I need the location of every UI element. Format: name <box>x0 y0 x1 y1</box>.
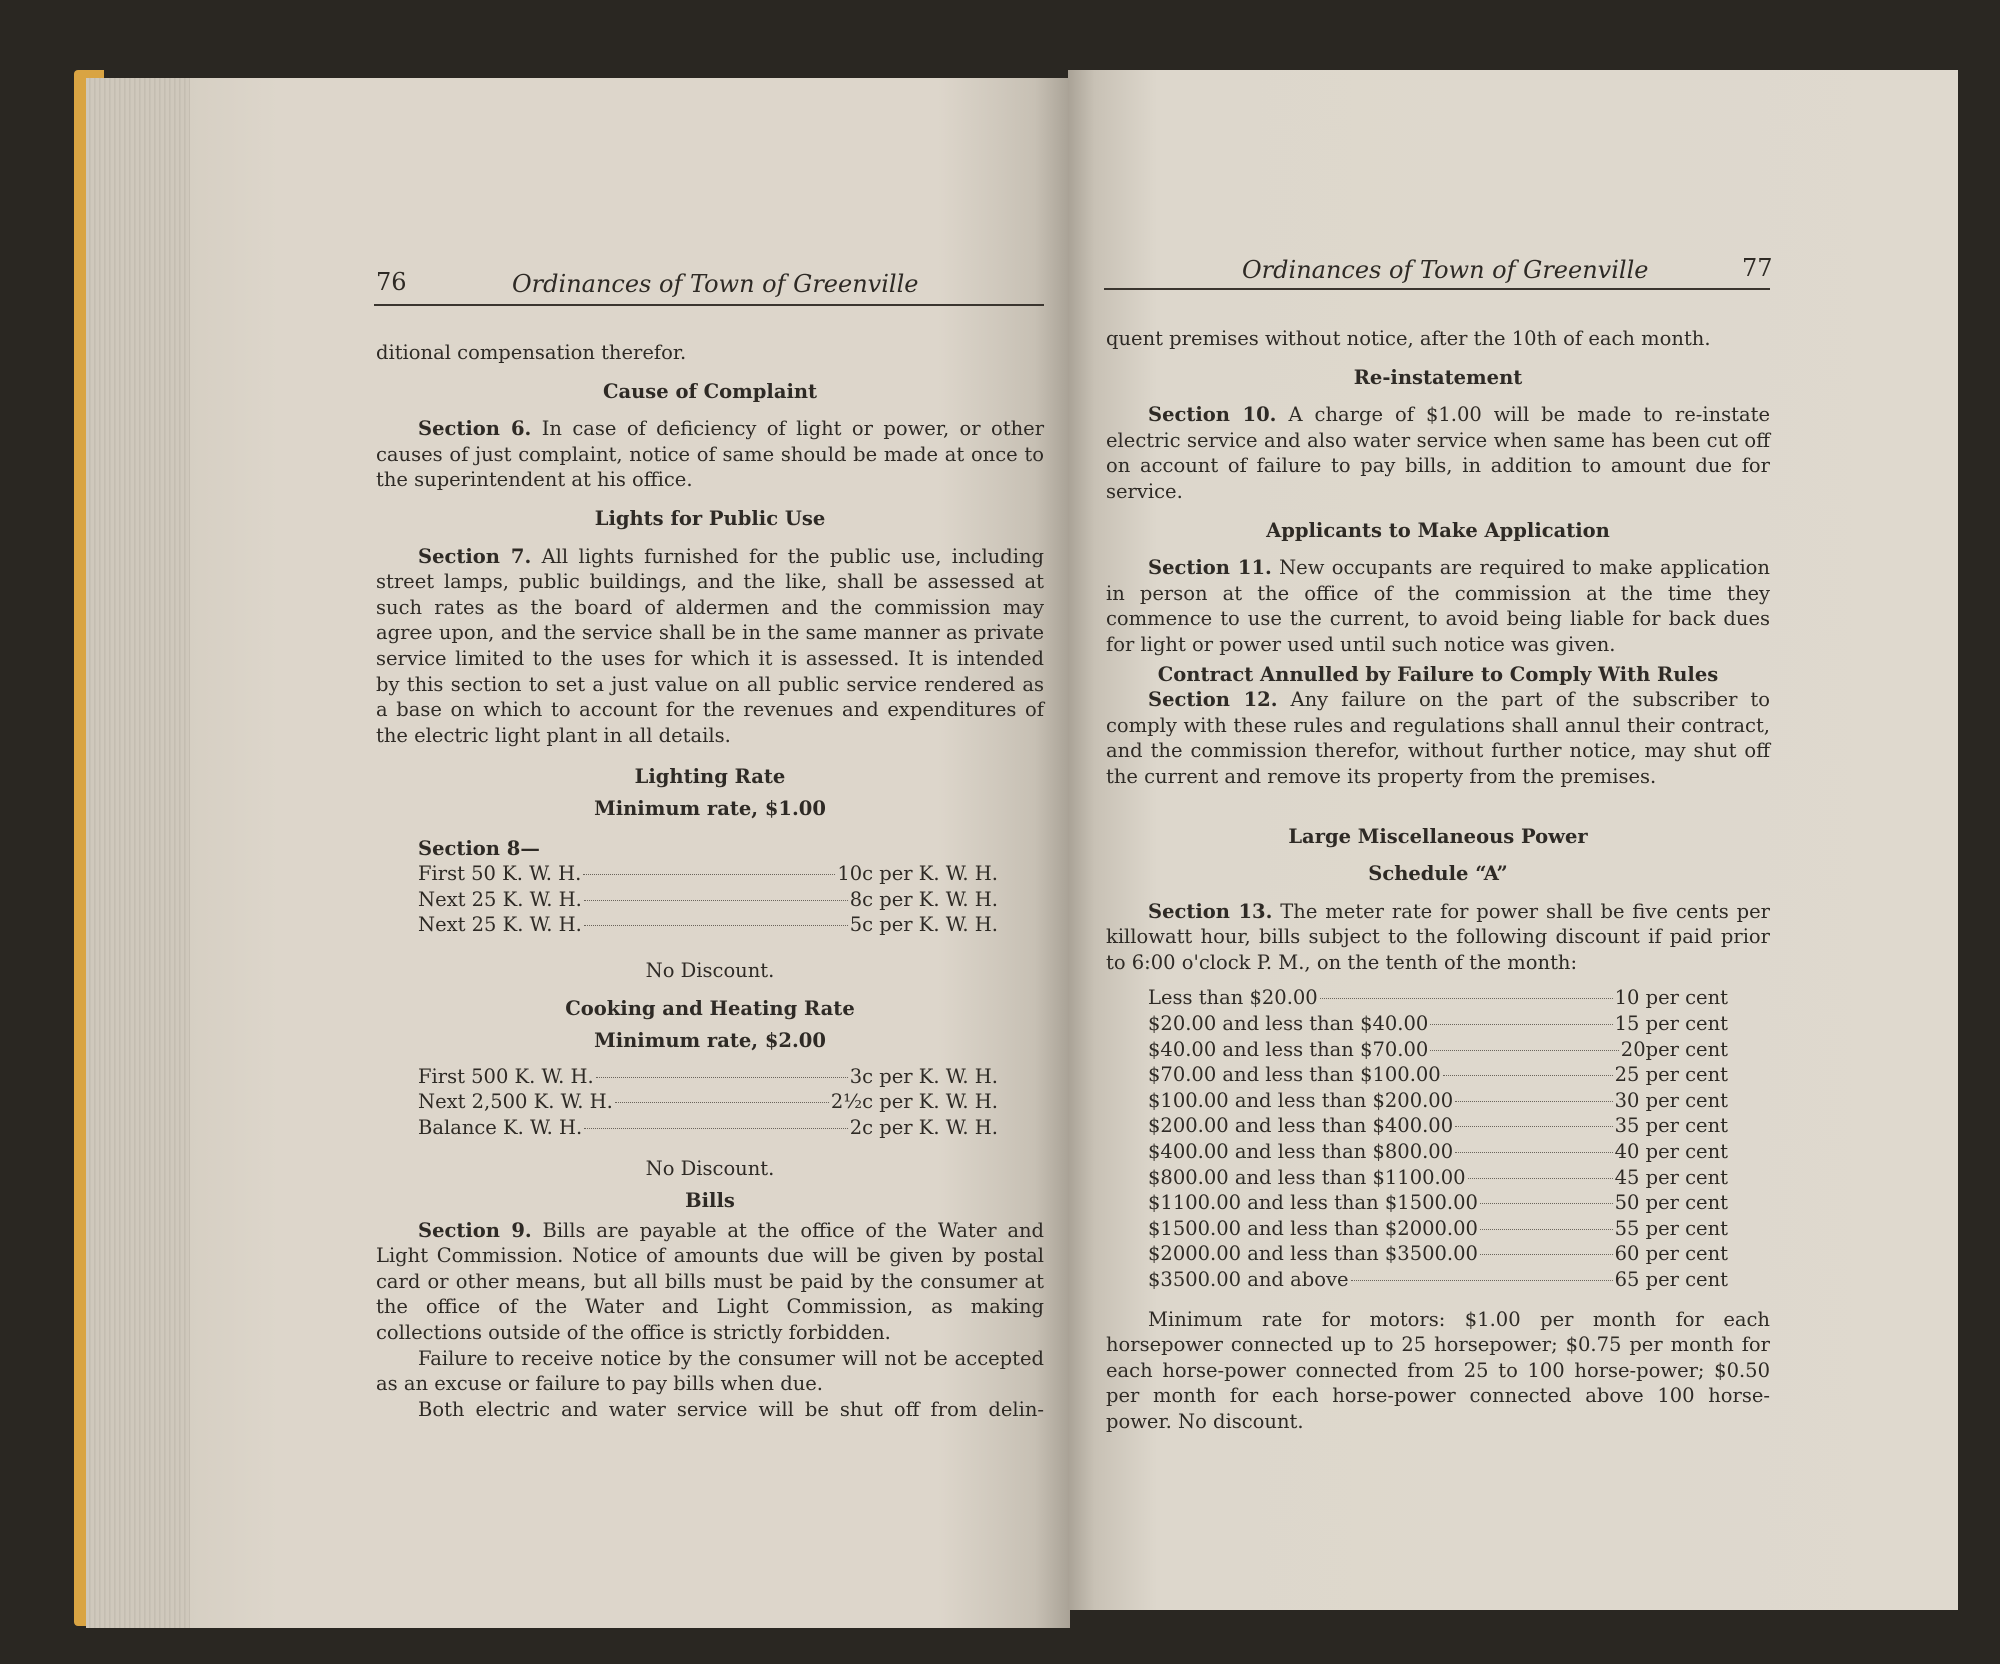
no-discount-note: No Discount. <box>645 958 775 982</box>
discount-row: $800.00 and less than $1100.00 45 per cent <box>1148 1165 1728 1189</box>
section-heading: Re-instatement <box>1353 365 1523 389</box>
section-label: Section 11. <box>1148 556 1272 580</box>
discount-table <box>1106 985 1770 1292</box>
header-rule-right <box>1104 288 1770 290</box>
section-label: Section 9. <box>418 1218 532 1242</box>
section-label: Section 10. <box>1148 403 1277 427</box>
right-page-text <box>1106 326 1770 1435</box>
section-10: Section 10. A charge of $1.00 will be made to re-instate electric service and also water service when same has been cut off on account of failure to pay bills, in addition to amount due for service. <box>1106 403 1770 503</box>
discount-row: $200.00 and less than $400.00 35 per cent <box>1148 1114 1728 1138</box>
left-page-text <box>376 340 1044 1422</box>
section-heading: Cause of Complaint <box>602 379 818 403</box>
discount-row: $1500.00 and less than $2000.00 55 per cent <box>1148 1216 1728 1240</box>
discount-row: $1100.00 and less than $1500.00 50 per cent <box>1148 1191 1728 1215</box>
minimum-rate: Minimum rate, $2.00 <box>594 1029 826 1053</box>
section-label: Section 8— <box>418 836 540 860</box>
page-number-left: 76 <box>376 268 407 296</box>
section-9: Section 9. Bills are payable at the office of the Water and Light Commission. Notice of amounts due will be given by postal card or other means, but all bills must be paid by the consumer at the office of the Water and Light Commission, as making collections outside of the office is strictly forbidden. <box>376 1218 1045 1344</box>
cooking-rate-table <box>376 1064 1044 1141</box>
no-discount-note: No Discount. <box>645 1157 775 1181</box>
minimum-rate: Minimum rate, $1.00 <box>594 796 826 820</box>
section-13: Section 13. The meter rate for power shall be five cents per killowatt hour, bills subject to the following discount if paid prior to 6:00 o'clock P. M., on the tenth of the month: <box>1106 899 1770 974</box>
rate-row: Balance K. W. H. 2c per K. W. H. <box>418 1115 998 1139</box>
section-heading: Schedule “A” <box>1368 862 1508 886</box>
rate-row: First 50 K. W. H. 10c per K. W. H. <box>418 862 998 886</box>
discount-row: $2000.00 and less than $3500.00 60 per cent <box>1148 1242 1728 1266</box>
opening-text: quent premises without notice, after the 10th of each month. <box>1106 327 1711 350</box>
rate-row: Next 2,500 K. W. H. 2½c per K. W. H. <box>418 1090 998 1114</box>
section-heading: Applicants to Make Application <box>1266 518 1610 542</box>
motors-paragraph: Minimum rate for motors: $1.00 per month for each horsepower connected up to 25 horsepower; $0.75 per month for each horse-power connected from 25 to 100 horse-power; $0.50 per month for each horse-power connected above 100 horse-power. No discount. <box>1106 1307 1770 1433</box>
discount-row: $100.00 and less than $200.00 30 per cent <box>1148 1088 1728 1112</box>
section-heading: Cooking and Heating Rate <box>565 997 855 1021</box>
page-number-right: 77 <box>1742 254 1773 282</box>
section-heading: Large Miscellaneous Power <box>1288 824 1588 848</box>
section-label: Section 13. <box>1148 899 1273 923</box>
discount-row: $400.00 and less than $800.00 40 per cent <box>1148 1140 1728 1164</box>
rate-row: Next 25 K. W. H. 8c per K. W. H. <box>418 887 998 911</box>
rate-row: Next 25 K. W. H. 5c per K. W. H. <box>418 913 998 937</box>
discount-row: Less than $20.00 10 per cent <box>1148 986 1728 1010</box>
rate-row: First 500 K. W. H. 3c per K. W. H. <box>418 1064 998 1088</box>
section-12: Section 12. Any failure on the part of the subscriber to comply with these rules and regulations shall annul their contract, and the commission therefor, without further notice, may shut off the current and remove its property from the premises. <box>1106 688 1770 788</box>
section-label: Section 6. <box>418 417 532 441</box>
discount-row: $3500.00 and above 65 per cent <box>1148 1268 1728 1291</box>
header-rule-left <box>374 304 1044 306</box>
section-label: Section 12. <box>1148 688 1278 712</box>
opening-text: ditional compensation therefor. <box>376 341 687 364</box>
paragraph: Failure to receive notice by the consumer will not be accepted as an excuse or failure to pay bills when due. <box>376 1346 1044 1396</box>
paragraph: Both electric and water service will be shut off from delin- <box>418 1397 1044 1421</box>
section-heading: Lights for Public Use <box>594 506 826 530</box>
running-head-right: Ordinances of Town of Greenville <box>1242 256 1649 284</box>
lighting-rate-table <box>376 861 1044 938</box>
page-stack-edge <box>86 78 206 1628</box>
section-7: Section 7. All lights furnished for the public use, including street lamps, public buildings, and the like, shall be assessed at such rates as the board of aldermen and the commission may agree upon, and the service shall be in the same manner as private service limited to the uses for which it is assessed. It is intended by this section to set a just value on all public service rendered as a base on which to account for the revenues and expenditures of the electric light plant in all details. <box>376 544 1044 747</box>
section-6: Section 6. In case of deficiency of light or power, or other causes of just complaint, notice of same should be made at once to the superintendent at his office. <box>376 417 1045 492</box>
section-11: Section 11. New occupants are required to make application in person at the office of the commission at the time they commence to use the current, to avoid being liable for back dues for light or power used until such notice was given. <box>1106 556 1770 656</box>
section-heading: Contract Annulled by Failure to Comply With Rules <box>1157 662 1719 686</box>
section-heading: Bills <box>685 1189 735 1213</box>
section-heading: Lighting Rate <box>634 765 786 789</box>
section-label: Section 7. <box>418 544 532 568</box>
discount-row: $20.00 and less than $40.00 15 per cent <box>1148 1012 1728 1036</box>
discount-row: $40.00 and less than $70.00 20per cent <box>1148 1037 1728 1061</box>
running-head-left: Ordinances of Town of Greenville <box>512 270 919 298</box>
discount-row: $70.00 and less than $100.00 25 per cent <box>1148 1063 1728 1087</box>
